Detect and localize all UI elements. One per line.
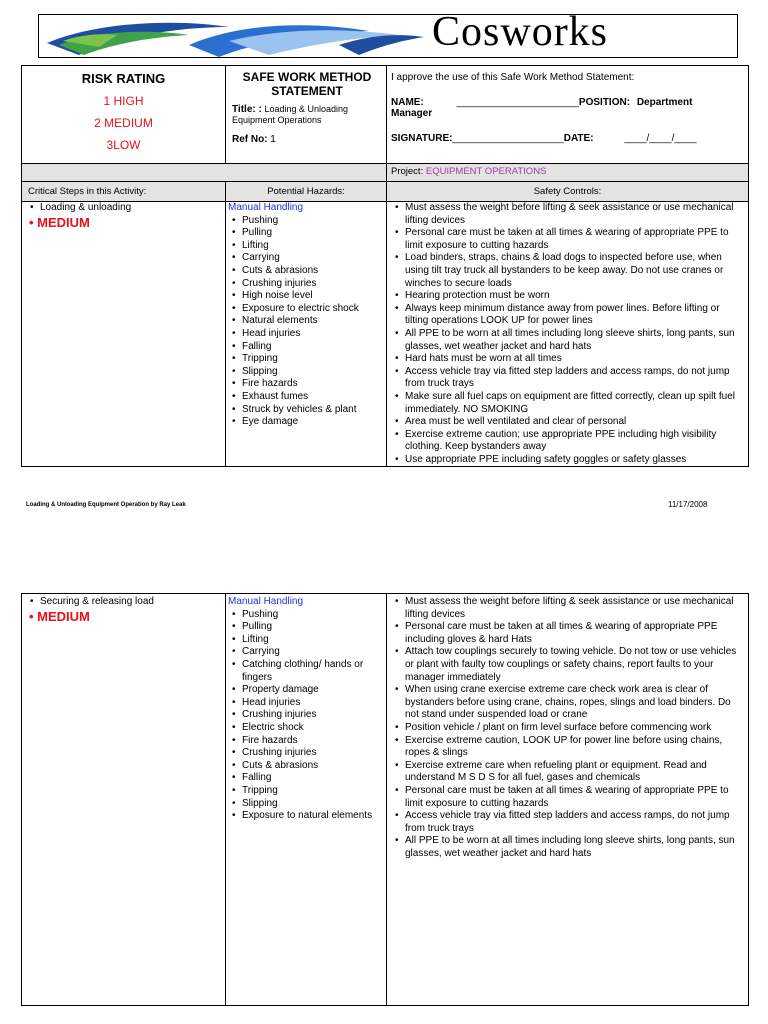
- ref-label: Ref No:: [232, 134, 268, 145]
- list-item: • Falling: [242, 772, 382, 785]
- list-item: • High noise level: [242, 290, 386, 303]
- list-item: • Personal care must be taken at all times & wearing of appropriate PPE including gloves & hard Hats: [405, 621, 738, 646]
- list-item: • Head injuries: [242, 697, 382, 710]
- swoosh-logo-icon: [39, 15, 429, 58]
- list-item: • Exercise extreme caution; use appropriate PPE including high visibility clothing. Keep bystanders away: [405, 429, 738, 454]
- list-item: • Use appropriate PPE including safety goggles or safety glasses: [405, 454, 738, 467]
- list-item: • Carrying: [242, 646, 382, 659]
- step-rating: • MEDIUM: [29, 608, 90, 624]
- list-item: • Exhaust fumes: [242, 391, 386, 404]
- col-steps-header: Critical Steps in this Activity:: [22, 182, 226, 202]
- list-item: • Crushing injuries: [242, 747, 382, 760]
- step-cell: [22, 594, 226, 1006]
- footer-left: Loading & Unloading Equipment Operation by Ray Leak: [26, 502, 186, 508]
- name-label: NAME:: [391, 97, 424, 108]
- list-item: • Make sure all fuel caps on equipment are fitted correctly, clean up spilt fuel immediately. NO SMOKING: [405, 391, 738, 416]
- approval-statement: I approve the use of this Safe Work Method Statement:: [391, 72, 635, 83]
- name-line: ______________________: [456, 97, 579, 108]
- list-item: • Area must be well ventilated and clear of personal: [405, 416, 738, 429]
- swms-cell: [226, 66, 387, 164]
- list-item: • Crushing injuries: [242, 709, 382, 722]
- list-item: • Pulling: [242, 621, 382, 634]
- title-label: Title: :: [232, 104, 262, 115]
- list-item: • Exercise extreme care when refueling plant or equipment. Read and understand M S D S for all fuel, gases and chemicals: [405, 760, 738, 785]
- title-value: Loading & Unloading Equipment Operations: [232, 104, 349, 125]
- list-item: • Must assess the weight before lifting & seek assistance or use mechanical lifting devices: [405, 202, 738, 227]
- position-label: POSITION:: [578, 97, 631, 108]
- swms-title: SAFE WORK METHOD STATEMENT: [242, 70, 372, 98]
- hazard-group: Manual Handling: [228, 202, 304, 213]
- brand-name: Cosworks: [432, 14, 609, 55]
- step-item: • Loading & unloading: [40, 202, 225, 215]
- list-item: • Access vehicle tray via fitted step ladders and access ramps, do not jump from truck trays: [405, 366, 738, 391]
- hazard-group: Manual Handling: [228, 596, 304, 607]
- hazards-cell: [226, 202, 387, 467]
- project-label: Project:: [391, 166, 424, 177]
- position-value-1: Department: [636, 97, 693, 108]
- signature-label: SIGNATURE:: [391, 133, 453, 144]
- risk-low: 3LOW: [106, 138, 141, 152]
- col-controls-header: Safety Controls:: [387, 182, 749, 202]
- date-label: DATE:: [563, 133, 594, 144]
- list-item: • Tripping: [242, 353, 386, 366]
- list-item: • Carrying: [242, 252, 386, 265]
- date-value: ____/____/____: [624, 133, 697, 144]
- hazard-list: [228, 609, 382, 823]
- list-item: • All PPE to be worn at all times including long sleeve shirts, long pants, sun glasses, wet weather jacket and hard hats: [405, 835, 738, 860]
- risk-rating-title: RISK RATING: [81, 71, 166, 86]
- footer-date: 11/17/2008: [668, 500, 708, 509]
- list-item: • Falling: [242, 341, 386, 354]
- risk-high: 1 HIGH: [103, 94, 144, 108]
- list-item: • Crushing injuries: [242, 278, 386, 291]
- list-item: • Personal care must be taken at all times & wearing of appropriate PPE to limit exposure to cutting hazards: [405, 785, 738, 810]
- list-item: • Head injuries: [242, 328, 386, 341]
- list-item: • Hearing protection must be worn: [405, 290, 738, 303]
- list-item: • Fire hazards: [242, 378, 386, 391]
- list-item: • Always keep minimum distance away from power lines. Before lifting or tilting operations LOOK UP for power lines: [405, 303, 738, 328]
- list-item: • Access vehicle tray via fitted step ladders and access ramps, do not jump from truck trays: [405, 810, 738, 835]
- table-row: [22, 594, 749, 1006]
- hazard-list: [228, 215, 386, 429]
- position-value-2: Manager: [391, 108, 433, 119]
- list-item: • Exposure to electric shock: [242, 303, 386, 316]
- signature-line: ____________________: [452, 133, 564, 144]
- swms-table: [21, 65, 749, 467]
- list-item: • Pushing: [242, 215, 386, 228]
- risk-rating-cell: [22, 66, 226, 164]
- list-item: • Property damage: [242, 684, 382, 697]
- list-item: • Slipping: [242, 366, 386, 379]
- list-item: • Hard hats must be worn at all times: [405, 353, 738, 366]
- list-item: • When using crane exercise extreme care check work area is clear of bystanders before using crane, chains, ropes, slings and load binders. Do not stand under suspended load or crane: [405, 684, 738, 722]
- list-item: • Catching clothing/ hands or fingers: [242, 659, 382, 684]
- list-item: • Eye damage: [242, 416, 386, 429]
- step-item: • Securing & releasing load: [40, 596, 225, 609]
- col-hazards-header: Potential Hazards:: [226, 182, 387, 202]
- project-cell: [387, 164, 749, 182]
- list-item: • Must assess the weight before lifting & seek assistance or use mechanical lifting devices: [405, 596, 738, 621]
- approval-cell: [387, 66, 749, 164]
- project-value: EQUIPMENT OPERATIONS: [425, 166, 547, 177]
- list-item: • Lifting: [242, 240, 386, 253]
- list-item: • All PPE to be worn at all times including long sleeve shirts, long pants, sun glasses, wet weather jacket and hard hats: [405, 328, 738, 353]
- controls-list: [391, 596, 738, 860]
- controls-cell: [387, 594, 749, 1006]
- hazards-cell: [226, 594, 387, 1006]
- list-item: • Pushing: [242, 609, 382, 622]
- list-item: • Exercise extreme caution, LOOK UP for power line before using chains, ropes & slings: [405, 735, 738, 760]
- list-item: • Slipping: [242, 798, 382, 811]
- logo-banner: [38, 14, 738, 58]
- list-item: • Pulling: [242, 227, 386, 240]
- controls-cell: [387, 202, 749, 467]
- list-item: • Cuts & abrasions: [242, 265, 386, 278]
- list-item: • Attach tow couplings securely to towing vehicle. Do not tow or use vehicles or plant with faulty tow couplings or safety chains, report faults to your manager immediately: [405, 646, 738, 684]
- ref-value: 1: [270, 134, 276, 145]
- project-spacer: [22, 164, 387, 182]
- list-item: • Load binders, straps, chains & load dogs to inspected before use, when using tilt tray truck all bystanders to be keep away. Do not use cranes or winches to secure loads: [405, 252, 738, 290]
- list-item: • Cuts & abrasions: [242, 760, 382, 773]
- step-rating: • MEDIUM: [29, 214, 90, 230]
- risk-medium: 2 MEDIUM: [94, 116, 153, 130]
- list-item: • Lifting: [242, 634, 382, 647]
- swms-table-continued: [21, 593, 749, 1006]
- list-item: • Struck by vehicles & plant: [242, 404, 386, 417]
- list-item: • Exposure to natural elements: [242, 810, 382, 823]
- table-row: [22, 202, 749, 467]
- controls-list: [391, 202, 738, 466]
- list-item: • Electric shock: [242, 722, 382, 735]
- list-item: • Natural elements: [242, 315, 386, 328]
- list-item: • Position vehicle / plant on firm level surface before commencing work: [405, 722, 738, 735]
- step-cell: [22, 202, 226, 467]
- list-item: • Fire hazards: [242, 735, 382, 748]
- list-item: • Personal care must be taken at all times & wearing of appropriate PPE to limit exposure to cutting hazards: [405, 227, 738, 252]
- list-item: • Tripping: [242, 785, 382, 798]
